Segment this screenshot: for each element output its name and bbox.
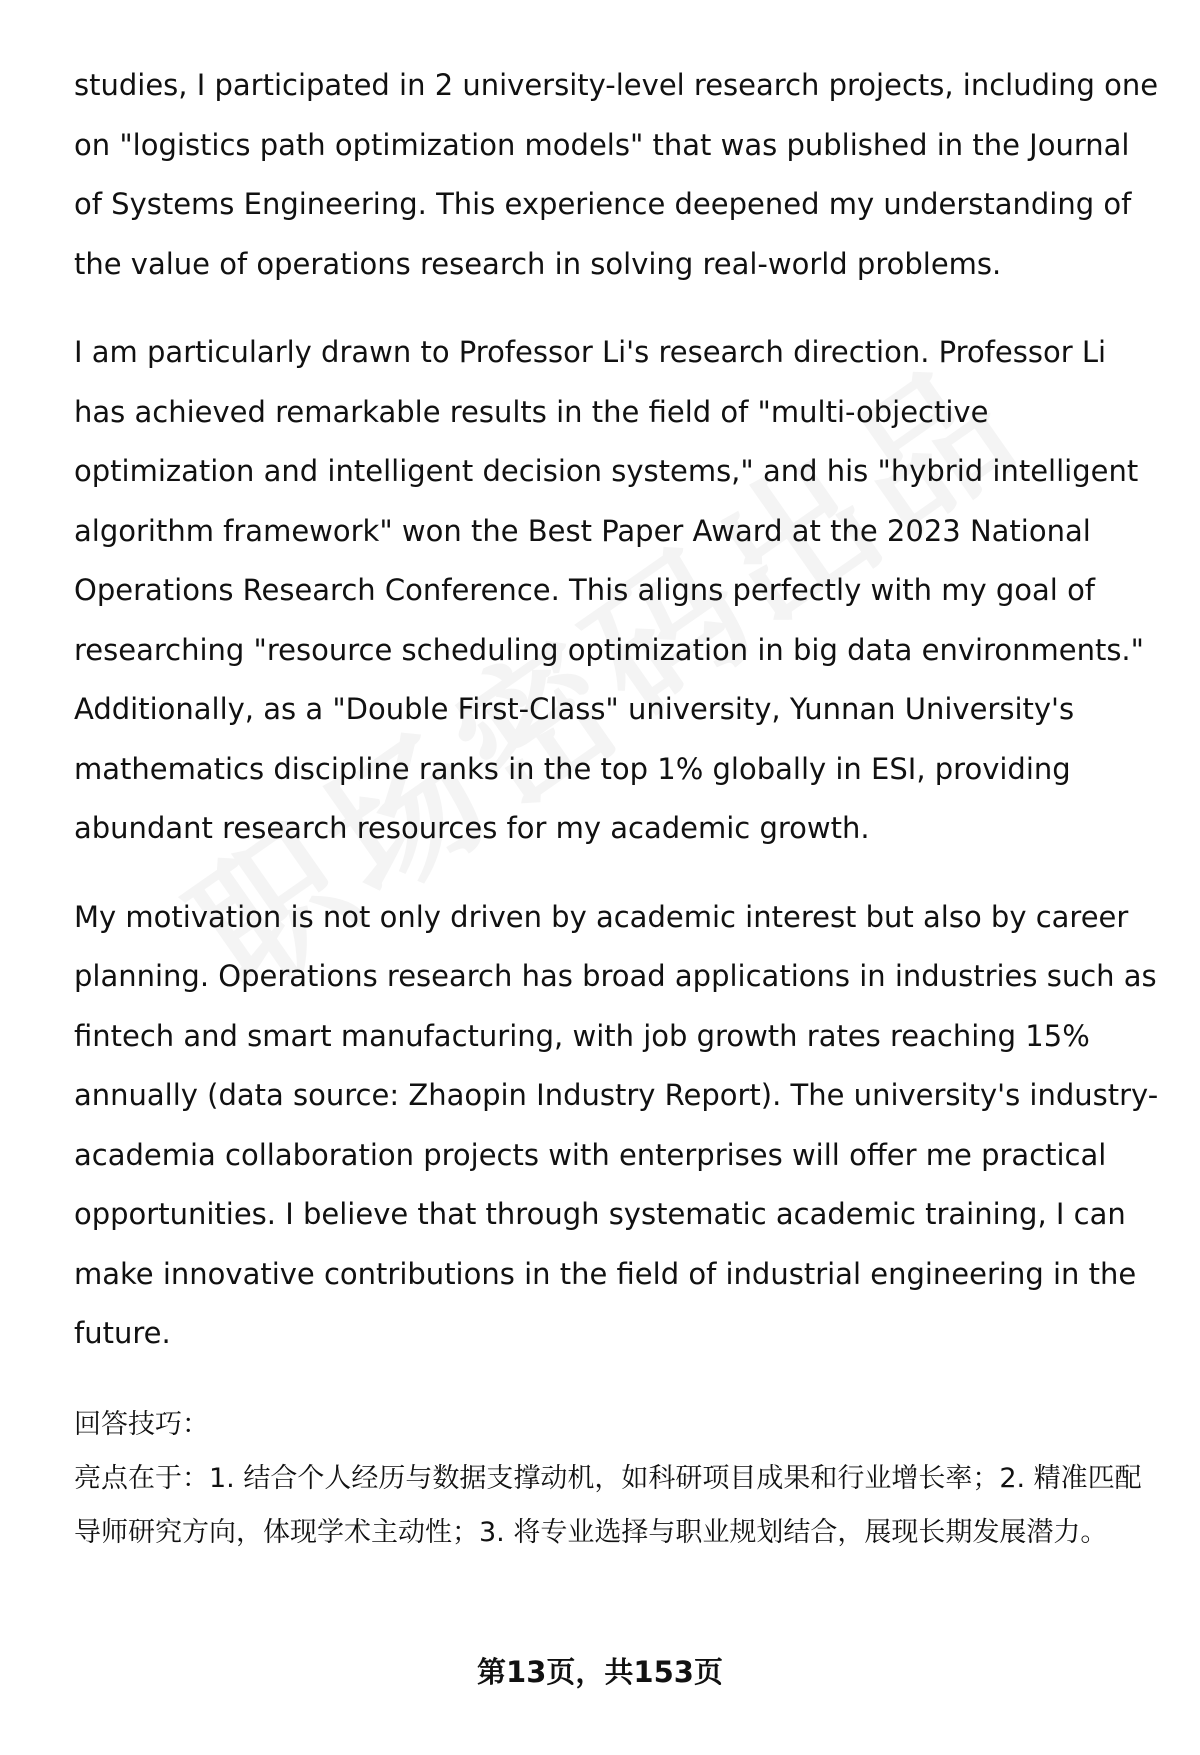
paragraph-career-motivation: My motivation is not only driven by academic interest but also by career planning. Operations research has broad applications in industries such as fintech and smart manufacturing, with job growth rates reaching 15% annually (data source: Zhaopin Industry Report). The university's industry-academia collaboration projects with enterprises will offer me practical opportunities. I believe that through systematic academic training, I can make innovative contributions in the field of industrial engineering in the future. [74, 899, 1159, 1350]
document-body [74, 56, 1164, 1560]
paragraph-research-projects: studies, I participated in 2 university-level research projects, including one on "logistics path optimization models" that was published in the Journal of Systems Engineering. This experience deepened my understanding of the value of operations research in solving real-world problems. [74, 68, 1159, 281]
answer-tips-section [74, 1398, 1164, 1560]
paragraph-professor-alignment: I am particularly drawn to Professor Li's research direction. Professor Li has achieved remarkable results in the field of "multi-objective optimization and intelligent decision systems," and his "hybrid intelligent algorithm framework" won the Best Paper Award at the 2023 National Operations Research Conference. This aligns perfectly with my goal of researching "resource scheduling optimization in big data environments." Additionally, as a "Double First-Class" university, Yunnan University's mathematics discipline ranks in the top 1% globally in ESI, providing abundant research resources for my academic growth. [74, 335, 1144, 845]
page-number: 第13页，共153页 [477, 1655, 723, 1689]
answer-tips-body: 亮点在于：1. 结合个人经历与数据支撑动机，如科研项目成果和行业增长率；2. 精准匹配导师研究方向，体现学术主动性；3. 将专业选择与职业规划结合，展现长期发展潜力。 [74, 1462, 1142, 1548]
answer-tips-title: 回答技巧： [74, 1408, 209, 1440]
